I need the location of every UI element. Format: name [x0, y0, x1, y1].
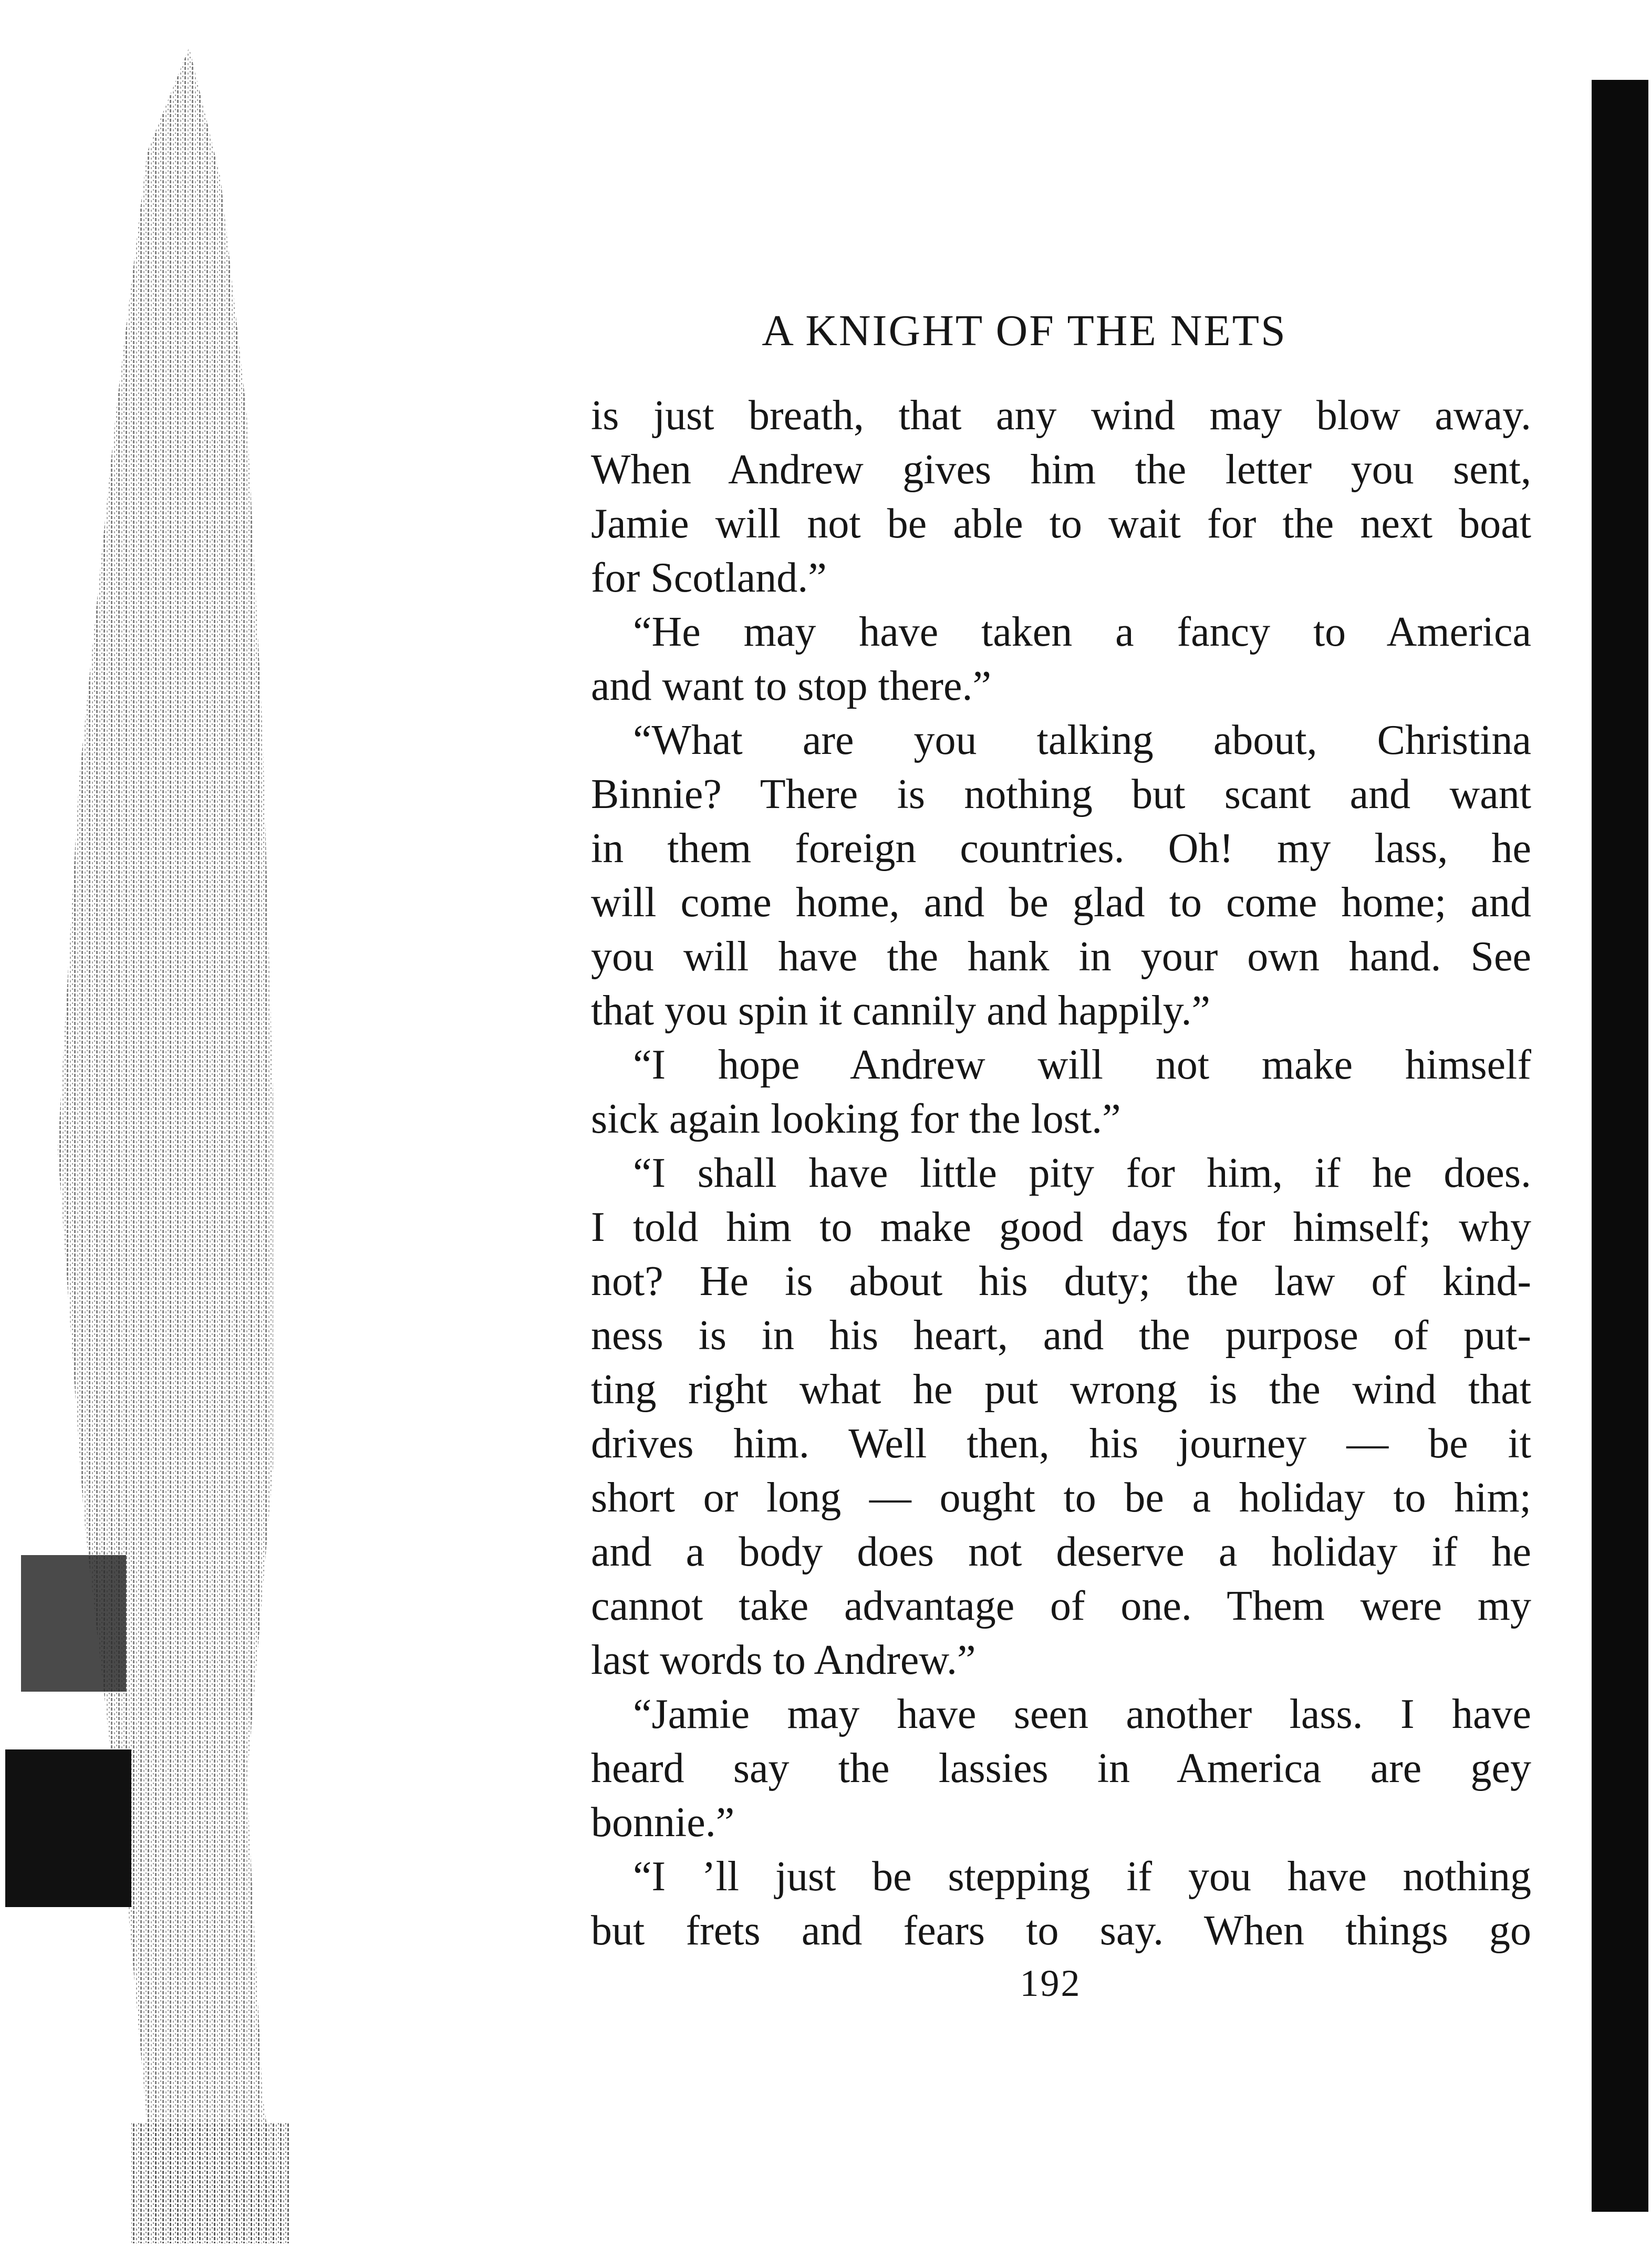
text-line: will come home, and be glad to come home; and	[591, 879, 1531, 926]
scan-edge-bar	[1592, 80, 1648, 2212]
text-line: Jamie will not be able to wait for the next boat	[591, 501, 1531, 547]
text-line: drives him. Well then, his journey — be it	[591, 1421, 1531, 1467]
body-text	[591, 389, 1531, 1958]
text-line: that you spin it cannily and happily.”	[591, 988, 1211, 1034]
text-line: for Scotland.”	[591, 555, 827, 601]
text-line: ness is in his heart, and the purpose of put-	[591, 1312, 1531, 1359]
text-line: and want to stop there.”	[591, 663, 991, 709]
text-line: you will have the hank in your own hand. See	[591, 934, 1531, 980]
text-line: When Andrew gives him the letter you sent,	[591, 447, 1531, 493]
text-line: I told him to make good days for himself; why	[591, 1204, 1531, 1250]
text-line: short or long — ought to be a holiday to him;	[591, 1475, 1531, 1521]
text-line: “Jamie may have seen another lass. I have	[633, 1691, 1531, 1737]
text-line: Binnie? There is nothing but scant and want	[591, 771, 1531, 817]
text-line: bonnie.”	[591, 1799, 735, 1846]
text-line: ting right what he put wrong is the wind that	[591, 1366, 1531, 1413]
scan-edge-shadow	[0, 47, 294, 2243]
text-line: heard say the lassies in America are gey	[591, 1745, 1531, 1791]
text-line: not? He is about his duty; the law of kind-	[591, 1258, 1531, 1304]
text-line: sick again looking for the lost.”	[591, 1096, 1121, 1142]
text-line: is just breath, that any wind may blow away.	[591, 392, 1531, 439]
text-line: “I hope Andrew will not make himself	[633, 1042, 1531, 1088]
text-line: “I ’ll just be stepping if you have nothing	[633, 1853, 1531, 1900]
text-line: and a body does not deserve a holiday if he	[591, 1529, 1531, 1575]
text-line: “I shall have little pity for him, if he does.	[633, 1150, 1531, 1196]
text-line: “He may have taken a fancy to America	[633, 609, 1531, 655]
text-line: in them foreign countries. Oh! my lass, he	[591, 825, 1531, 872]
text-line: but frets and fears to say. When things go	[591, 1908, 1531, 1954]
text-line: last words to Andrew.”	[591, 1637, 976, 1683]
text-line: “What are you talking about, Christina	[633, 717, 1531, 763]
running-head: A KNIGHT OF THE NETS	[762, 306, 1287, 355]
text-line: cannot take advantage of one. Them were my	[591, 1583, 1531, 1629]
page-number: 192	[1020, 1962, 1082, 2004]
